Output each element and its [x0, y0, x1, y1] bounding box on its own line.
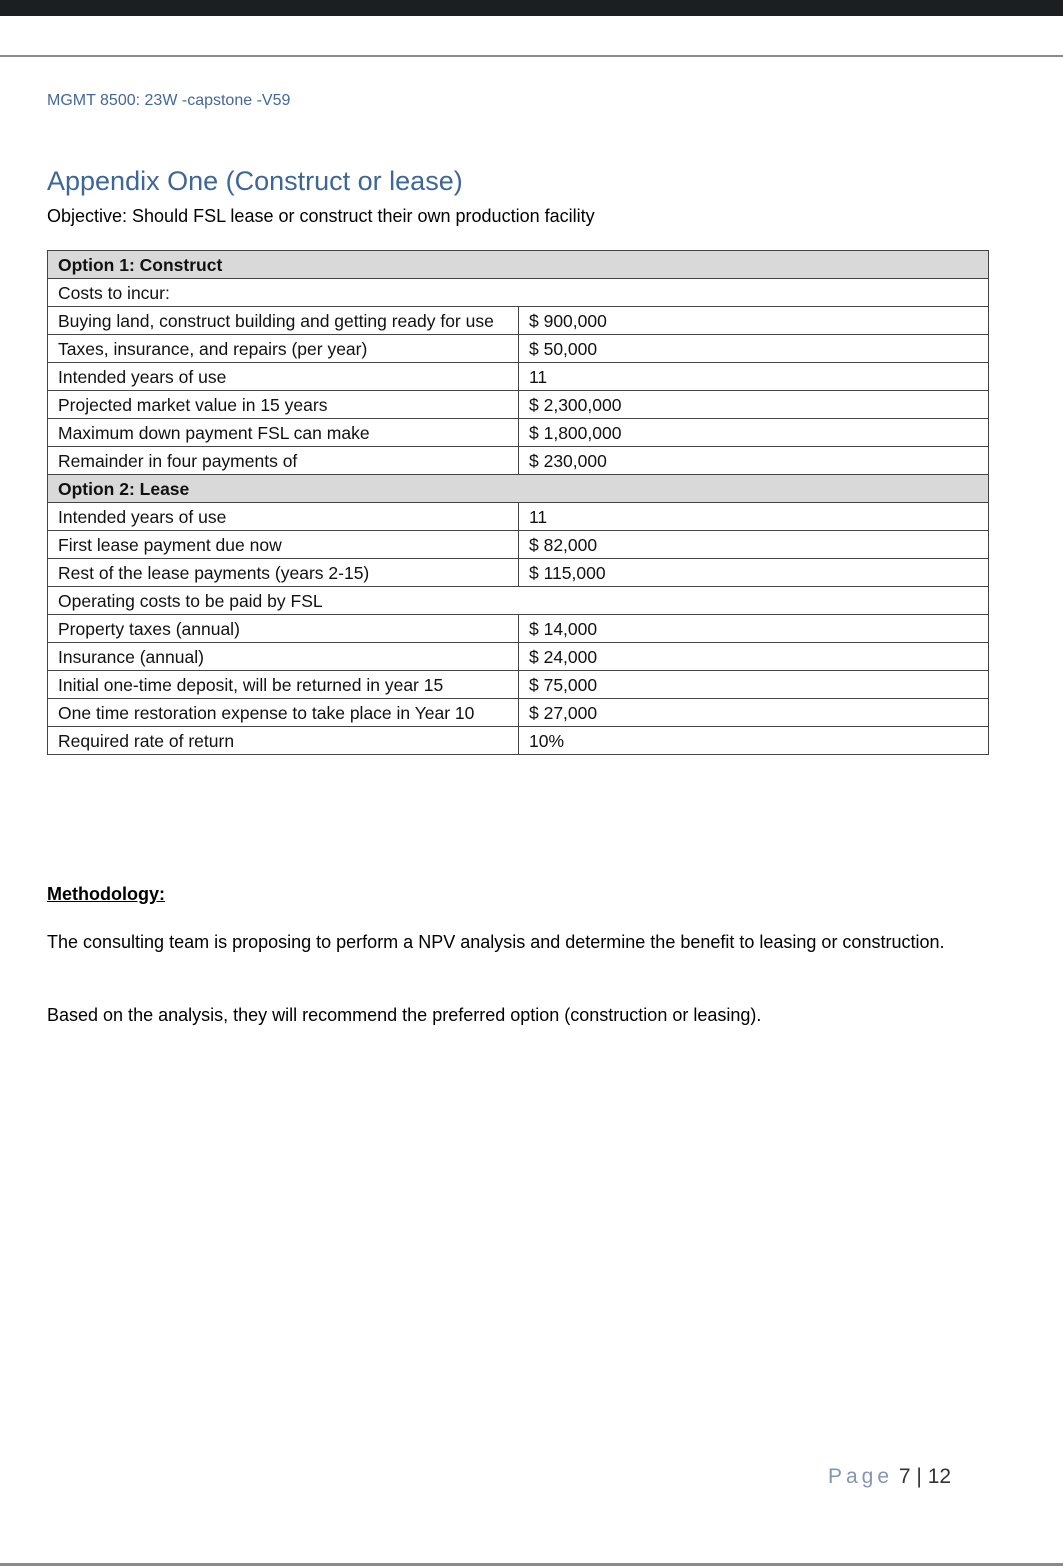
row-label: Required rate of return — [48, 727, 519, 755]
table-row — [48, 671, 989, 699]
objective-text: Objective: Should FSL lease or construct their own production facility — [47, 206, 595, 226]
row-label: One time restoration expense to take place in Year 10 — [48, 699, 519, 727]
table-row — [48, 615, 989, 643]
row-value: $ 1,800,000 — [519, 419, 989, 447]
table-row — [48, 419, 989, 447]
table-row — [48, 643, 989, 671]
row-value: $ 27,000 — [519, 699, 989, 727]
row-value: 10% — [519, 727, 989, 755]
row-value: $ 2,300,000 — [519, 391, 989, 419]
row-label: Insurance (annual) — [48, 643, 519, 671]
row-label: Projected market value in 15 years — [48, 391, 519, 419]
subheading-row — [48, 587, 989, 615]
page-number: 7 — [898, 1465, 911, 1488]
table-row — [48, 727, 989, 755]
row-label: Intended years of use — [48, 503, 519, 531]
total-pages: 12 — [927, 1465, 952, 1488]
row-value: 11 — [519, 503, 989, 531]
row-value: $ 50,000 — [519, 335, 989, 363]
options-table — [47, 250, 989, 755]
row-label: Property taxes (annual) — [48, 615, 519, 643]
row-label: Maximum down payment FSL can make — [48, 419, 519, 447]
row-value: $ 115,000 — [519, 559, 989, 587]
row-value: $ 75,000 — [519, 671, 989, 699]
table-row — [48, 307, 989, 335]
row-value: $ 230,000 — [519, 447, 989, 475]
methodology-heading: Methodology: — [47, 884, 165, 904]
section-row-construct — [48, 251, 989, 279]
row-label: Intended years of use — [48, 363, 519, 391]
page-title: Appendix One (Construct or lease) — [47, 166, 463, 196]
row-value: $ 14,000 — [519, 615, 989, 643]
row-label: Buying land, construct building and getting ready for use — [48, 307, 519, 335]
table-row — [48, 503, 989, 531]
row-value: 11 — [519, 363, 989, 391]
section-heading: Option 1: Construct — [48, 251, 989, 279]
table-row — [48, 531, 989, 559]
methodology-paragraph-2: Based on the analysis, they will recommend the preferred option (construction or leasing). — [47, 1005, 762, 1025]
subheading: Operating costs to be paid by FSL — [48, 587, 989, 615]
row-value: $ 900,000 — [519, 307, 989, 335]
section-row-lease — [48, 475, 989, 503]
page-label: Page — [828, 1465, 894, 1488]
table-row — [48, 391, 989, 419]
page-separator: | — [916, 1465, 922, 1488]
table-row — [48, 363, 989, 391]
section-heading: Option 2: Lease — [48, 475, 989, 503]
table-row — [48, 699, 989, 727]
subheading: Costs to incur: — [48, 279, 989, 307]
row-value: $ 24,000 — [519, 643, 989, 671]
row-label: Initial one-time deposit, will be returned in year 15 — [48, 671, 519, 699]
viewer-top-bar — [0, 0, 1063, 16]
row-label: First lease payment due now — [48, 531, 519, 559]
row-value: $ 82,000 — [519, 531, 989, 559]
table-row — [48, 447, 989, 475]
page-footer — [828, 1465, 951, 1489]
subheading-row — [48, 279, 989, 307]
methodology-paragraph-1: The consulting team is proposing to perform a NPV analysis and determine the benefit to leasing or construction. — [47, 932, 945, 952]
row-label: Rest of the lease payments (years 2-15) — [48, 559, 519, 587]
row-label: Taxes, insurance, and repairs (per year) — [48, 335, 519, 363]
table-row — [48, 335, 989, 363]
document-header: MGMT 8500: 23W -capstone -V59 — [47, 92, 291, 109]
page-top-divider — [0, 55, 1063, 57]
page-bottom-divider — [0, 1563, 1063, 1566]
table-row — [48, 559, 989, 587]
row-label: Remainder in four payments of — [48, 447, 519, 475]
